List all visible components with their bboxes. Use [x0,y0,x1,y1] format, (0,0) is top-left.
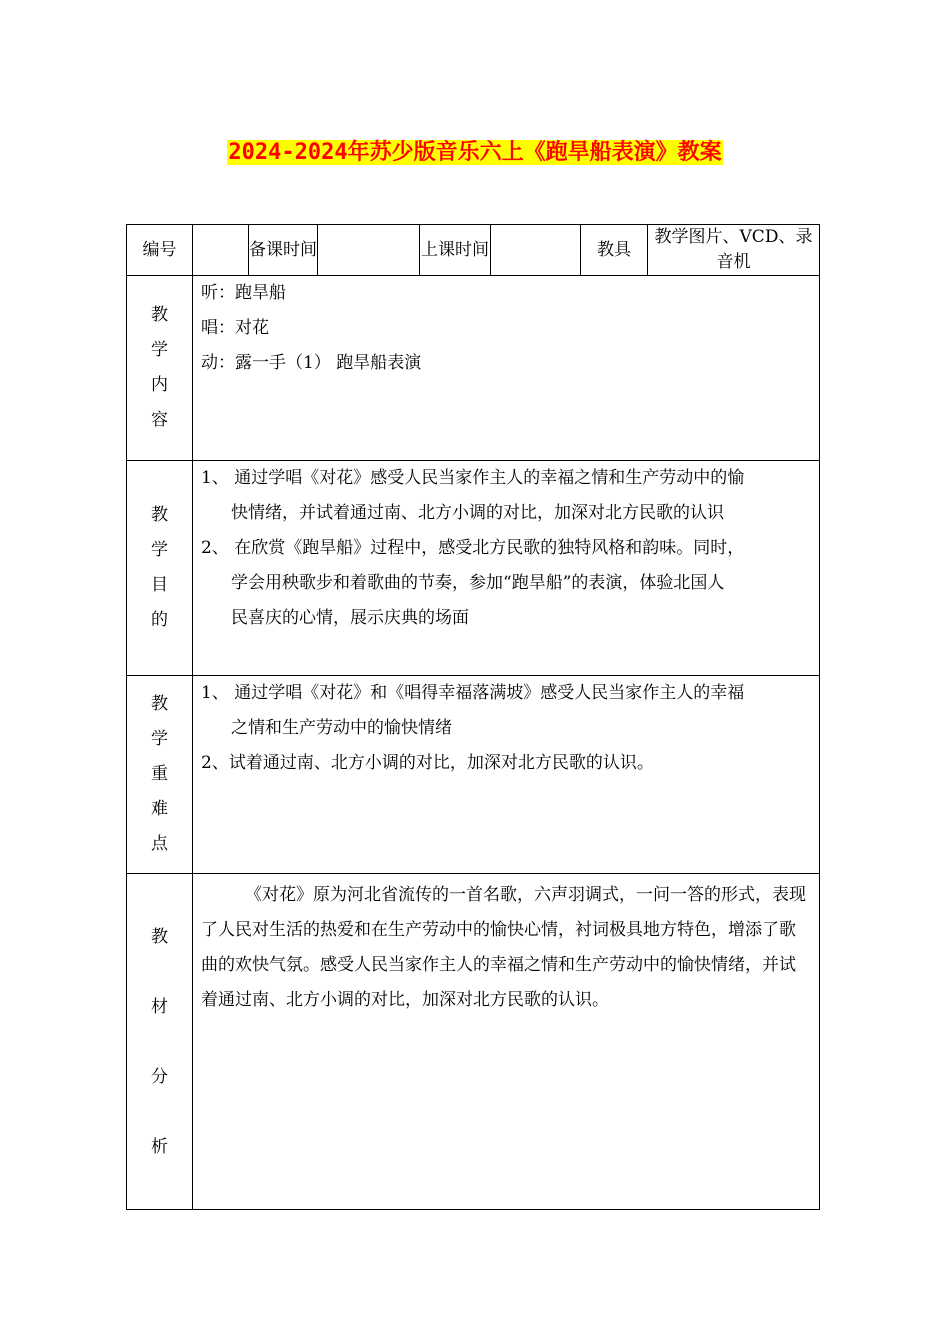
goals-body [193,461,820,676]
key-point-line: 2、试着通过南、北方小调的对比，加深对北方民歌的认识。 [201,753,654,773]
class-time-label: 上课时间 [420,225,491,276]
goal-line: 2、 在欣赏《跑旱船》过程中，感受北方民歌的独特风格和韵味。同时， [201,538,745,558]
tools-value: 教学图片、VCD、录音机 [648,225,820,276]
goal-line: 快情绪，并试着通过南、北方小调的对比，加深对北方民歌的认识 [231,503,724,523]
key-point-line: 1、 通过学唱《对花》和《唱得幸福落满坡》感受人民当家作主人的幸福 [201,683,745,703]
analysis-row [127,874,820,1210]
number-label: 编号 [127,225,193,276]
content-row [127,276,820,461]
goals-label: 教 学 目 的 [127,461,193,676]
lesson-plan-table [126,224,820,1210]
header-row [127,225,820,276]
content-label: 教 学 内 容 [127,276,193,461]
goal-line: 1、 通过学唱《对花》感受人民当家作主人的幸福之情和生产劳动中的愉 [201,468,745,488]
prep-time-value [318,225,420,276]
key-points-label: 教 学 重 难 点 [127,676,193,874]
goal-line: 民喜庆的心情，展示庆典的场面 [231,608,469,628]
class-time-value [491,225,581,276]
goal-line: 学会用秧歌步和着歌曲的节奏，参加“跑旱船”的表演，体验北国人 [231,573,725,593]
content-line: 动：露一手（1） 跑旱船表演 [201,353,422,373]
key-point-line: 之情和生产劳动中的愉快情绪 [231,718,452,738]
tools-label: 教具 [581,225,648,276]
analysis-label: 教 材 分 析 [127,874,193,1210]
content-body [193,276,820,461]
prep-time-label: 备课时间 [249,225,318,276]
content-line: 唱：对花 [201,318,269,338]
analysis-body [193,874,820,1210]
key-points-row [127,676,820,874]
key-points-body [193,676,820,874]
goals-row [127,461,820,676]
title-text: 2024-2024年苏少版音乐六上《跑旱船表演》教案 [228,140,722,165]
number-value [193,225,249,276]
document-title [0,135,950,166]
analysis-paragraph: 《对花》原为河北省流传的一首名歌，六声羽调式，一问一答的形式，表现了人民对生活的热爱和在生产劳动中的愉快心情，衬词极具地方特色，增添了歌曲的欢快气氛。感受人民当家作主人的幸福之情和生产劳动中的愉快情绪，并试着通过南、北方小调的对比，加深对北方民歌的认识。 [201,885,806,1010]
content-line: 听：跑旱船 [201,283,286,303]
